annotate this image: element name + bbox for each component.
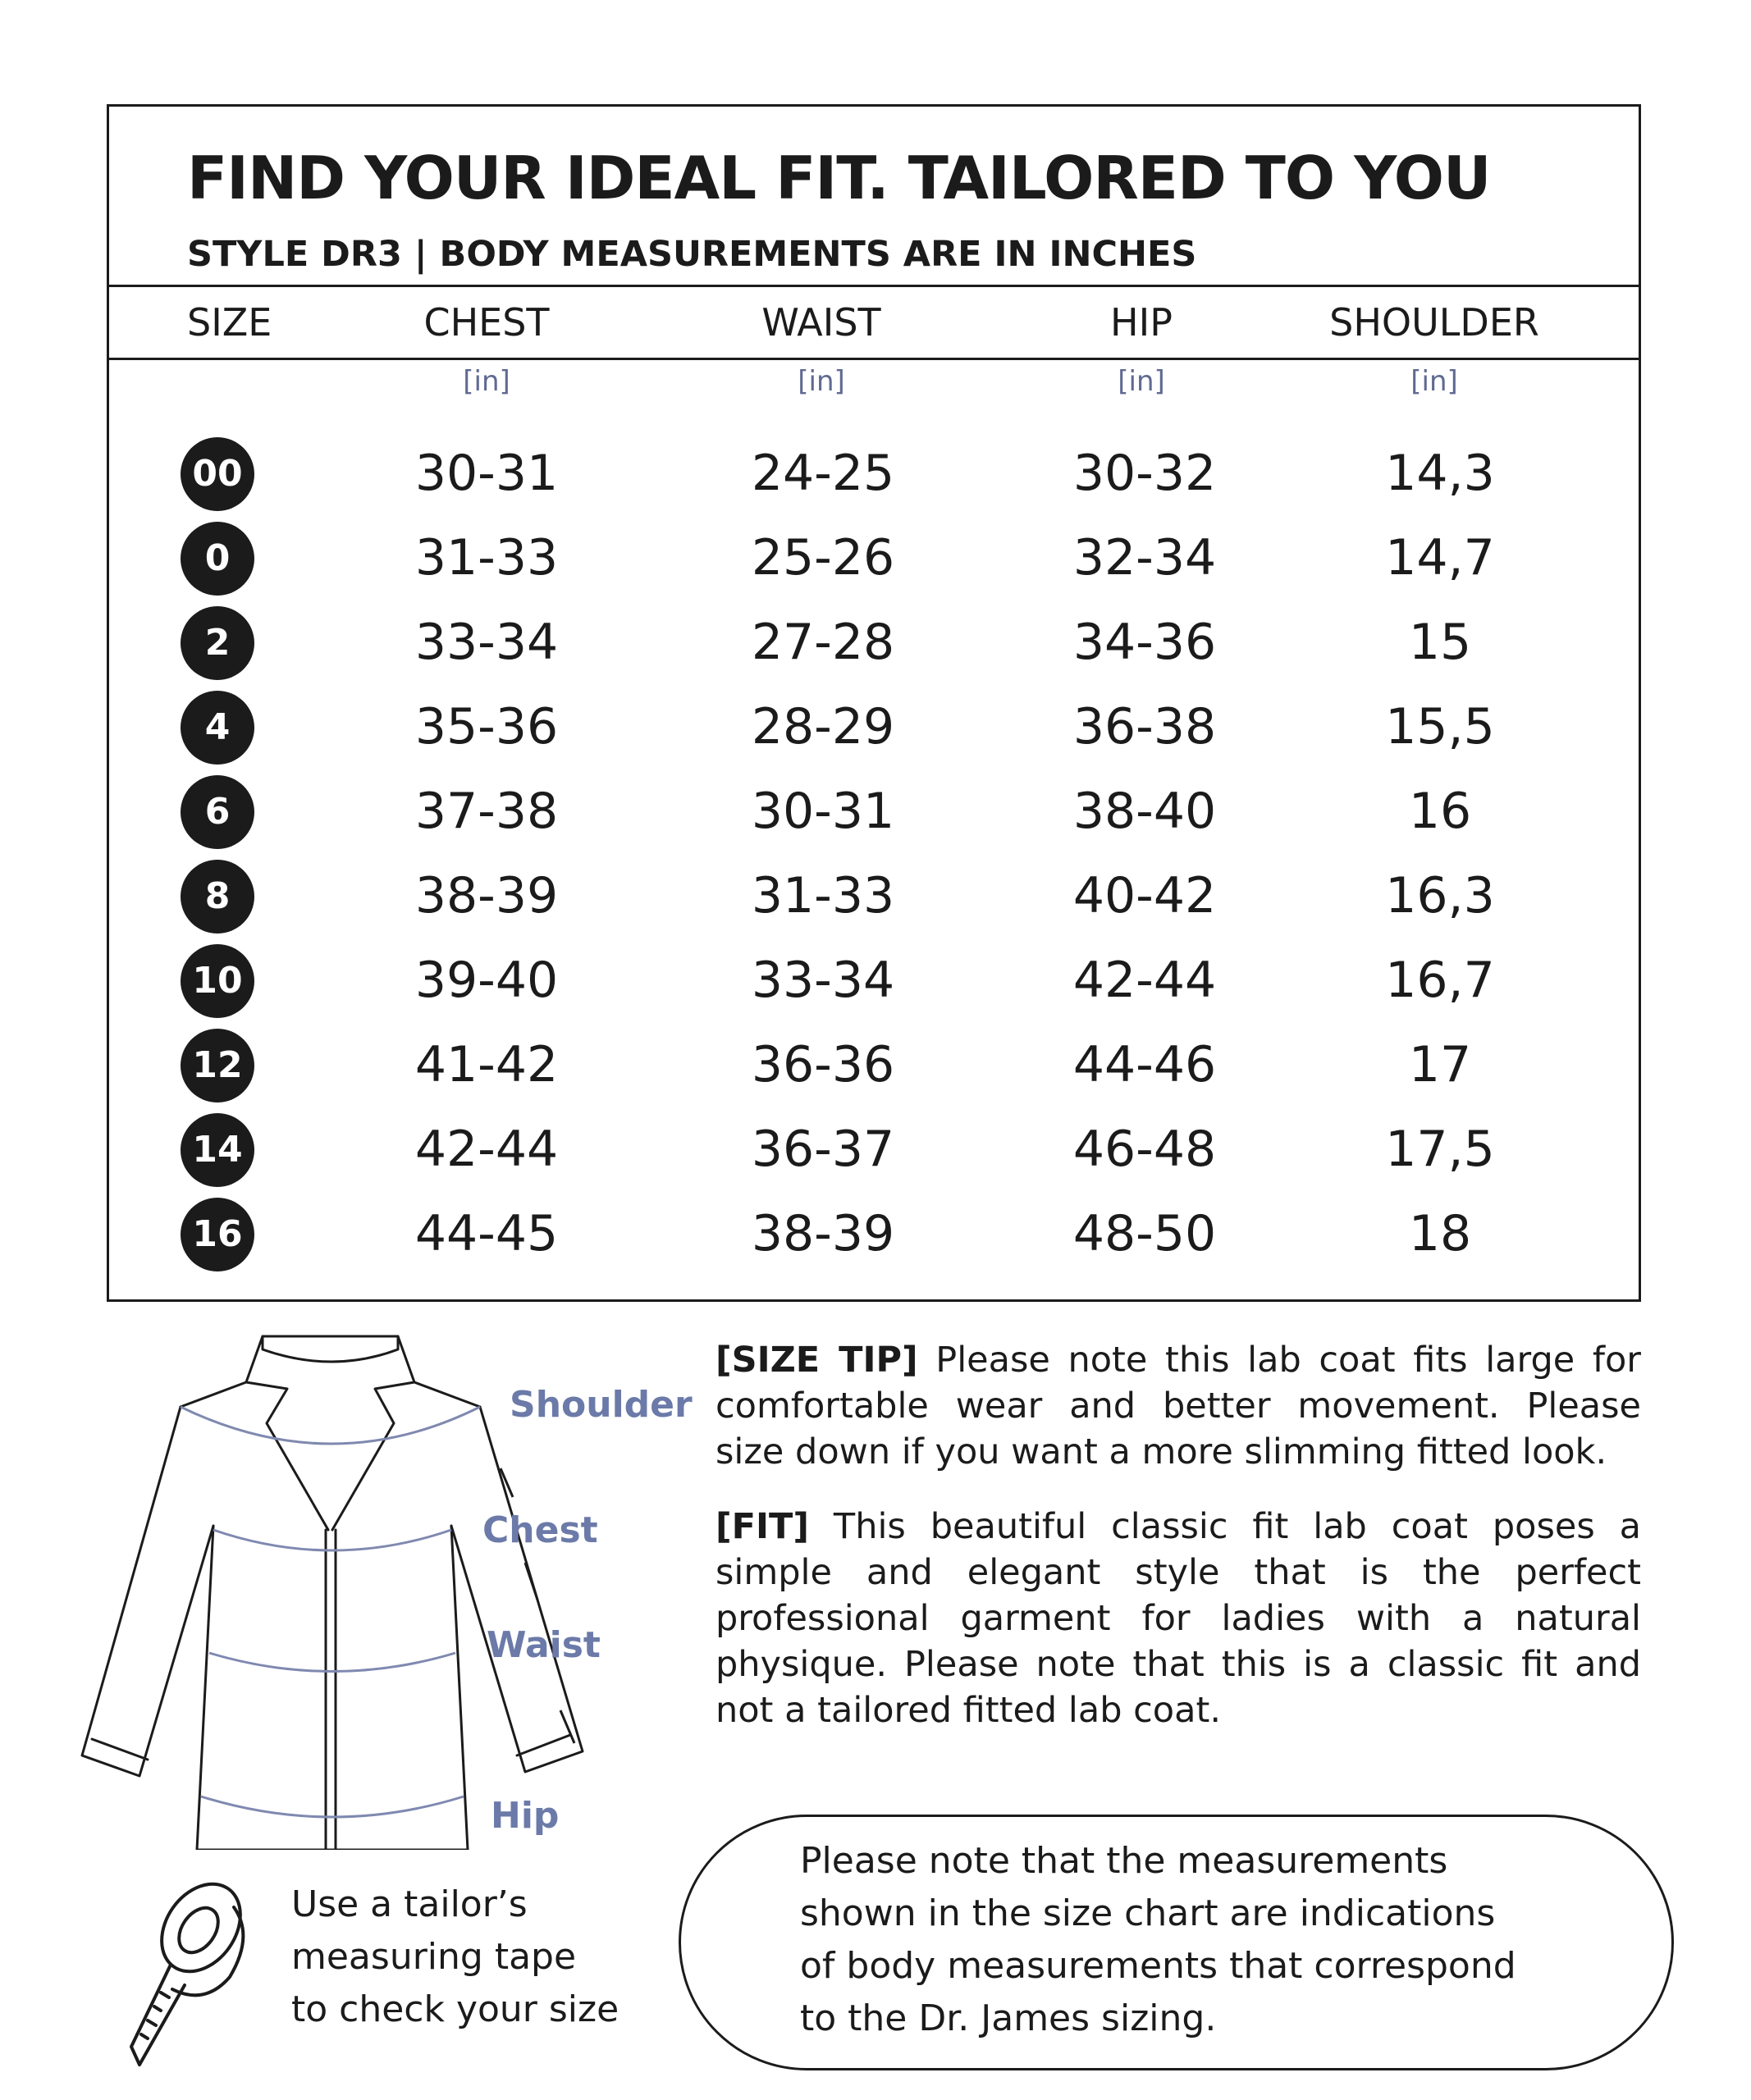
hip-value: 36-38 xyxy=(1072,698,1217,756)
chart-subtitle: STYLE DR3 | BODY MEASUREMENTS ARE IN INCHES xyxy=(187,234,1197,275)
size-badge: 2 xyxy=(181,606,254,680)
shoulder-value: 16 xyxy=(1408,783,1472,840)
hip-value: 48-50 xyxy=(1072,1205,1217,1262)
fit-text: This beautiful classic fit lab coat poses a simple and elegant style that is the perfect professional garment for ladies with a natural physique. Please note that this is a classic fit and not a tailored fitted lab coat. xyxy=(715,1506,1641,1731)
size-badge: 10 xyxy=(181,944,254,1018)
shoulder-value: 18 xyxy=(1408,1205,1472,1262)
shoulder-value: 15 xyxy=(1408,614,1472,671)
waist-value: 38-39 xyxy=(751,1205,895,1262)
hip-line xyxy=(201,1796,464,1817)
hip-value: 46-48 xyxy=(1072,1121,1217,1178)
waist-value: 28-29 xyxy=(751,698,895,756)
size-badge: 4 xyxy=(181,691,254,765)
sizing-note-line: to the Dr. James sizing. xyxy=(800,1997,1217,2039)
tape-instruction-line: measuring tape xyxy=(291,1936,577,1978)
shoulder-value: 17,5 xyxy=(1385,1121,1495,1178)
header-shoulder: SHOULDER xyxy=(1329,300,1539,345)
chest-value: 33-34 xyxy=(414,614,559,671)
measurement-lines xyxy=(181,1407,480,1817)
chest-value: 30-31 xyxy=(414,445,559,502)
shoulder-value: 17 xyxy=(1408,1036,1472,1093)
size-badge: 00 xyxy=(181,437,254,511)
unit-waist: [in] xyxy=(798,365,845,398)
waist-label: Waist xyxy=(487,1624,601,1666)
sizing-note-line: shown in the size chart are indications xyxy=(800,1892,1496,1934)
hip-value: 42-44 xyxy=(1072,952,1217,1009)
header-waist: WAIST xyxy=(761,300,881,345)
chest-line xyxy=(213,1530,451,1550)
size-tip-paragraph xyxy=(715,1337,1641,1475)
measuring-tape-icon xyxy=(123,1874,271,2071)
header-chest: CHEST xyxy=(423,300,550,345)
shoulder-line xyxy=(181,1407,480,1444)
shoulder-value: 16,3 xyxy=(1385,867,1495,924)
header-size: SIZE xyxy=(187,300,272,345)
lab-coat-outline xyxy=(82,1336,583,1850)
waist-value: 36-37 xyxy=(751,1121,895,1178)
waist-value: 31-33 xyxy=(751,867,895,924)
table-row xyxy=(109,1192,1639,1276)
size-chart xyxy=(107,104,1641,1302)
unit-hip: [in] xyxy=(1118,365,1165,398)
tape-instruction xyxy=(291,1879,652,2036)
tape-instruction-line: Use a tailor’s xyxy=(291,1883,528,1925)
table-row xyxy=(109,431,1639,516)
measurement-labels xyxy=(482,1384,693,1837)
shoulder-value: 14,7 xyxy=(1385,529,1495,587)
size-badge: 14 xyxy=(181,1113,254,1187)
shoulder-value: 15,5 xyxy=(1385,698,1495,756)
header-hip: HIP xyxy=(1110,300,1173,345)
size-badge: 12 xyxy=(181,1029,254,1102)
fit-label: [FIT] xyxy=(715,1506,810,1547)
shoulder-label: Shoulder xyxy=(510,1384,693,1426)
chest-label: Chest xyxy=(482,1509,598,1551)
chest-value: 31-33 xyxy=(414,529,559,587)
table-row xyxy=(109,1023,1639,1107)
chest-value: 38-39 xyxy=(414,867,559,924)
table-row xyxy=(109,516,1639,600)
table-row xyxy=(109,854,1639,938)
hip-value: 34-36 xyxy=(1072,614,1217,671)
unit-chest: [in] xyxy=(463,365,510,398)
waist-value: 30-31 xyxy=(751,783,895,840)
hip-value: 38-40 xyxy=(1072,783,1217,840)
table-row xyxy=(109,685,1639,769)
table-row xyxy=(109,600,1639,685)
sizing-note-box xyxy=(679,1815,1674,2070)
unit-shoulder: [in] xyxy=(1410,365,1458,398)
table-row xyxy=(109,938,1639,1023)
shoulder-value: 14,3 xyxy=(1385,445,1495,502)
size-tip-text: Please note this lab coat fits large for comfortable wear and better movement. Please size down if you want a more slimming fitted look. xyxy=(715,1340,1641,1472)
sizing-note-line: Please note that the measurements xyxy=(800,1840,1448,1882)
size-badge: 6 xyxy=(181,775,254,849)
chest-value: 39-40 xyxy=(414,952,559,1009)
size-tip-label: [SIZE TIP] xyxy=(715,1340,918,1381)
size-badge: 16 xyxy=(181,1198,254,1271)
table-header xyxy=(109,285,1639,360)
chart-title: FIND YOUR IDEAL FIT. TAILORED TO YOU xyxy=(187,144,1491,212)
hip-value: 44-46 xyxy=(1072,1036,1217,1093)
sizing-note-text xyxy=(800,1835,1621,2045)
tape-instruction-line: to check your size xyxy=(291,1988,619,2030)
hip-value: 30-32 xyxy=(1072,445,1217,502)
hip-value: 40-42 xyxy=(1072,867,1217,924)
fit-paragraph xyxy=(715,1504,1641,1733)
hip-value: 32-34 xyxy=(1072,529,1217,587)
hip-label: Hip xyxy=(491,1795,560,1837)
table-row xyxy=(109,769,1639,854)
chest-value: 35-36 xyxy=(414,698,559,756)
size-badge: 0 xyxy=(181,522,254,596)
waist-value: 33-34 xyxy=(751,952,895,1009)
sizing-note-line: of body measurements that correspond xyxy=(800,1945,1516,1987)
waist-value: 25-26 xyxy=(751,529,895,587)
table-row xyxy=(109,1107,1639,1192)
chest-value: 37-38 xyxy=(414,783,559,840)
chest-value: 44-45 xyxy=(414,1205,559,1262)
lab-coat-diagram xyxy=(70,1325,702,1850)
chest-value: 42-44 xyxy=(414,1121,559,1178)
waist-value: 27-28 xyxy=(751,614,895,671)
waist-line xyxy=(209,1653,455,1672)
size-badge: 8 xyxy=(181,860,254,934)
waist-value: 36-36 xyxy=(751,1036,895,1093)
waist-value: 24-25 xyxy=(751,445,895,502)
chest-value: 41-42 xyxy=(414,1036,559,1093)
shoulder-value: 16,7 xyxy=(1385,952,1495,1009)
